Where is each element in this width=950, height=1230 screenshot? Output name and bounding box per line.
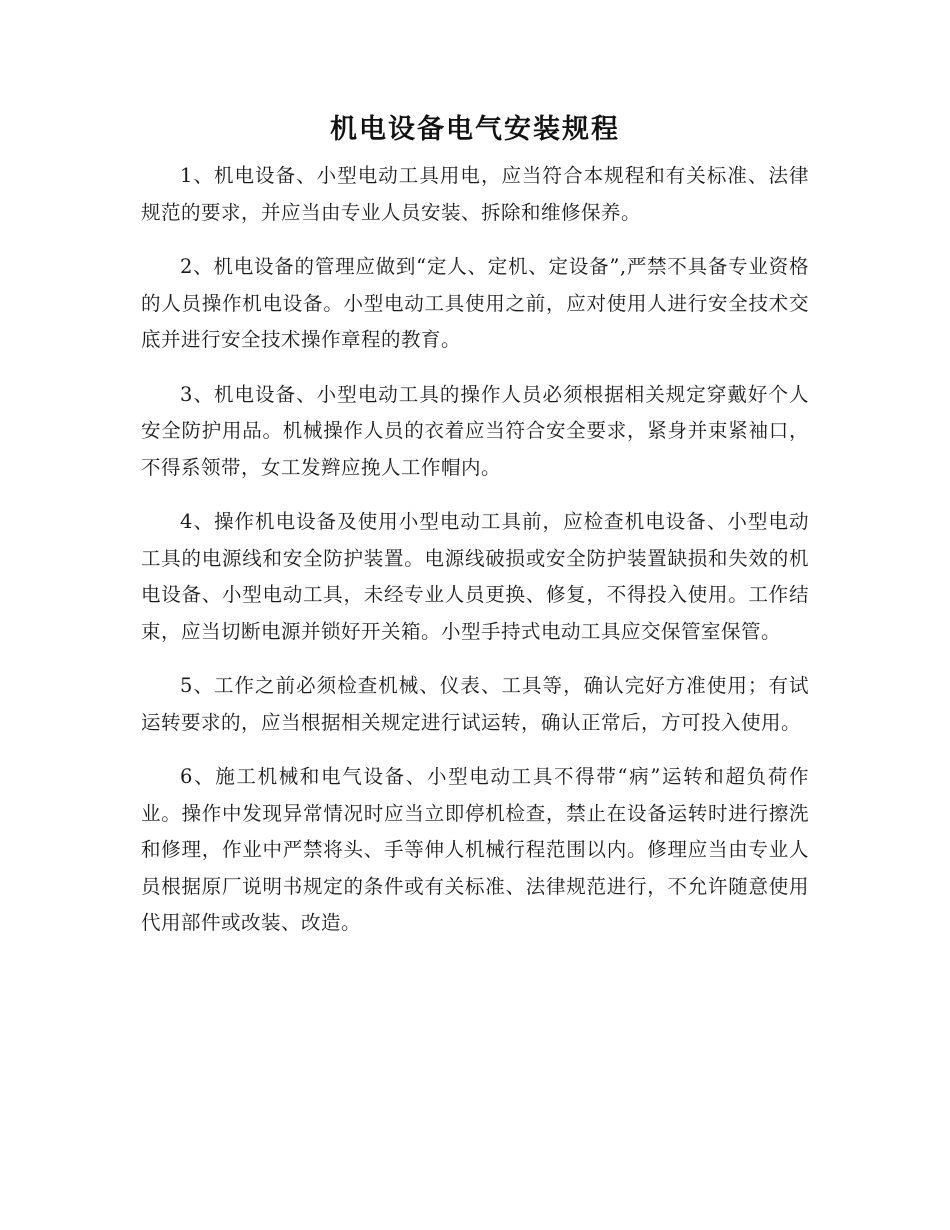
document-title: 机电设备电气安装规程 [330, 114, 620, 145]
clause-6: 6、施工机械和电气设备、小型电动工具不得带“病”运转和超负荷作业。操作中发现异常情况时应当立即停机检查，禁止在设备运转时进行擦洗和修理，作业中严禁将头、手等伸人机械行程范围以内。修理应当由专业人员根据原厂说明书规定的条件或有关标准、法律规范进行，不允许随意使用代用部件或改装、改造。 [141, 765, 809, 934]
document-page [141, 108, 809, 960]
clause-5: 5、工作之前必须检查机械、仪表、工具等，确认完好方准使用；有试运转要求的，应当根据相关规定进行试运转，确认正常后，方可投入使用。 [141, 674, 809, 734]
clause-4: 4、操作机电设备及使用小型电动工具前，应检查机电设备、小型电动工具的电源线和安全防护装置。电源线破损或安全防护装置缺损和失效的机电设备、小型电动工具，未经专业人员更换、修复，不得投入使用。工作结束，应当切断电源并锁好开关箱。小型手持式电动工具应交保管室保管。 [141, 510, 809, 643]
clause-1: 1、机电设备、小型电动工具用电，应当符合本规程和有关标准、法律规范的要求，并应当由专业人员安装、拆除和维修保养。 [141, 164, 809, 224]
clause-2: 2、机电设备的管理应做到“定人、定机、定设备”,严禁不具备专业资格的人员操作机电设备。小型电动工具使用之前，应对使用人进行安全技术交底并进行安全技术操作章程的教育。 [141, 255, 809, 351]
clause-3: 3、机电设备、小型电动工具的操作人员必须根据相关规定穿戴好个人安全防护用品。机械操作人员的衣着应当符合安全要求，紧身并束紧袖口，不得系领带，女工发辫应挽人工作帽内。 [141, 382, 809, 479]
